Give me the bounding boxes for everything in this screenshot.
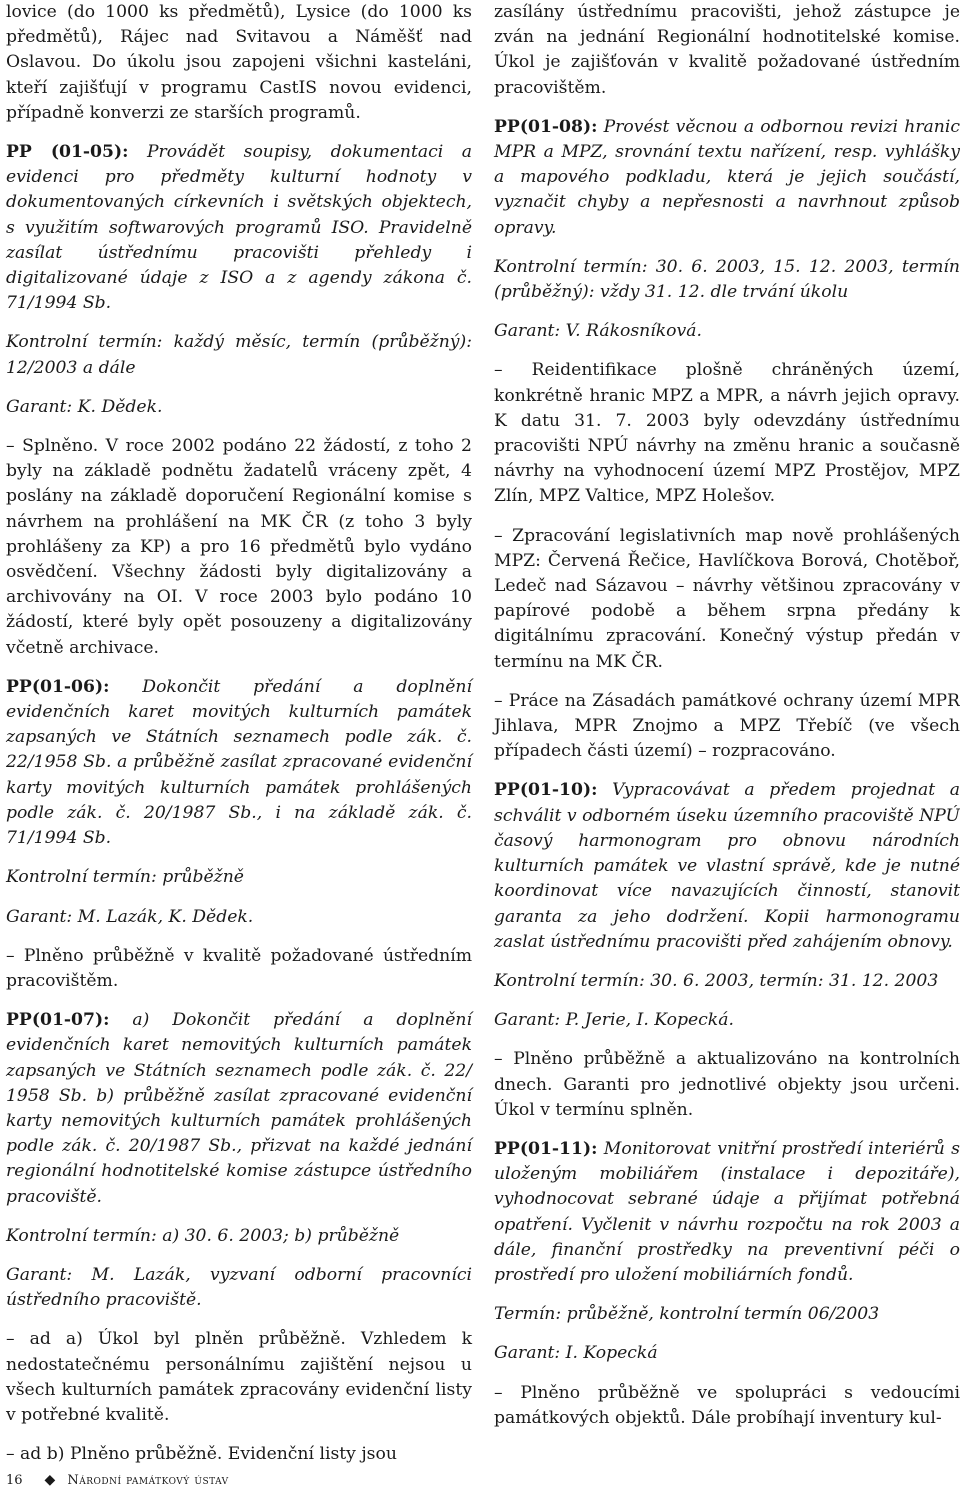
pp0110-label: PP(01-10): — [494, 780, 598, 801]
pp0108-deadline: Kontrolní termín: 30. 6. 2003, 15. 12. 2003, termín (průběžný): vždy 31. 12. dle trvání úkolu — [494, 256, 960, 303]
pp0105-deadline: Kontrolní termín: každý měsíc, termín (průběžný): 12/2003 a dále — [6, 332, 472, 378]
pp0106-deadline: Kontrolní termín: průběžně — [6, 867, 244, 888]
pp0108-result-3: – Práce na Zásadách památkové ochrany území MPR Jihlava, MPR Znojmo a MPZ Třebíč (ve všech případech části území) – rozpracováno. — [494, 690, 960, 762]
pp0111-task — [494, 1137, 960, 1288]
pp0107-guarantor: Garant: M. Lazák, vyzvaní odborní pracovníci ústředního pracoviště. — [6, 1264, 472, 1311]
pp0111-deadline: Termín: průběžně, kontrolní termín 06/2003 — [494, 1304, 880, 1325]
right-column — [494, 0, 960, 1445]
pp0105-text: Provádět soupisy, dokumentaci a evidenci pro předměty kulturní hodnoty v dokumentovaných církevních i světských objektech, s využitím softwarových programů ISO. Pravidelně zasílat ústřednímu pracovišti přehledy i digitalizované údaje z ISO a z agendy zákona č. 71/1994 Sb. — [6, 142, 472, 314]
pp0111-label: PP(01-11): — [494, 1138, 598, 1159]
pp0107-deadline: Kontrolní termín: a) 30. 6. 2003; b) průběžně — [6, 1225, 400, 1246]
pp0110-deadline: Kontrolní termín: 30. 6. 2003, termín: 31. 12. 2003 — [494, 970, 939, 991]
pp0106-text: Dokončit předání a doplnění evidenčních karet movitých kulturních památek zapsaných ve Státních seznamech podle zák. č. 22/1958 Sb. a průběžně zasílat zpracované evidenční karty movitých kulturních památek prohlášených podle zák. č. 20/1987 Sb., i na základě zák. č. 71/1994 Sb. — [6, 676, 472, 849]
page-footer — [6, 1470, 229, 1491]
pp0106-label: PP(01-06): — [6, 676, 110, 697]
pp0108-result-2: – Zpracování legislativních map nově prohlášených MPZ: Červená Řečice, Havlíčkova Borová, Chotěboř, Ledeč nad Sázavou – návrhy většinou zpracovány v papírové podobě a během srpna předány k digitálnímu zpracování. Konečný výstup předán v termínu na MK ČR. — [494, 525, 960, 672]
pp0107-text: a) Dokončit předání a doplnění evidenčních karet nemovitých kulturních památek zapsaných ve Státních seznamech podle zák. č. 22/ 1958 Sb. b) průběžně zasílat zpracované evidenční karty nemovitých kulturních památek prohlášených podle zák. č. 20/1987 Sb., přizvat na každé jednání regionální hodnotitelské komise zástupce ústředního pracoviště. — [6, 1010, 472, 1207]
pp0106-task — [6, 675, 472, 851]
pp0106-result: – Plněno průběžně v kvalitě požadované ústředním pracovištěm. — [6, 945, 472, 991]
pp0105-result: – Splněno. V roce 2002 podáno 22 žádostí, z toho 2 byly na základě podnětu žadatelů vráceny zpět, 4 poslány na základě doporučení Regionální komise s návrhem na prohlášení na MK ČR (z toho 3 byly prohlášeny za KP) a pro 16 předmětů bylo vydáno osvědčení. Všechny žádosti byly digitalizovány a archivovány na OI. V roce 2003 bylo podáno 10 žádostí, které byly opět posouzeny a digitalizovány včetně archivace. — [6, 436, 472, 658]
pp0106-guarantor: Garant: M. Lazák, K. Dědek. — [6, 906, 254, 927]
pp0111-guarantor: Garant: I. Kopecká — [494, 1343, 658, 1364]
pp0105-label: PP (01-05): — [6, 142, 129, 163]
pp0110-text: Vypracovávat a předem projednat a schválit v odborném úseku územního pracoviště NPÚ časový harmonogram pro obnovu národních kulturních památek ve vlastní správě, kde je nutné koordinovat více navazujících činností, stanovit garanta za jeho dodržení. Kopii harmonogramu zaslat ústřednímu pracovišti před zahájením obnovy. — [494, 780, 960, 952]
pp0107-result-b: – ad b) Plněno průběžně. Evidenční listy jsou — [6, 1444, 397, 1465]
pp0107-task — [6, 1008, 472, 1210]
page-number: 16 — [6, 1473, 23, 1488]
pp0110-result: – Plněno průběžně a aktualizováno na kontrolních dnech. Garanti pro jednotlivé objekty jsou určeni. Úkol v termínu splněn. — [494, 1049, 960, 1120]
pp0105-guarantor: Garant: K. Dědek. — [6, 396, 163, 417]
pp0108-result-1: – Reidentifikace plošně chráněných území, konkrétně hranic MPZ a MPR, a návrh jejich opravy. K datu 31. 7. 2003 byly odevzdány ústřednímu pracovišti NPÚ návrhy na změnu hranic a současně návrhy na vyhodnocení území MPZ Prostějov, MPZ Zlín, MPZ Valtice, MPZ Holešov. — [494, 360, 960, 507]
pp0108-guarantor: Garant: V. Rákosníková. — [494, 321, 702, 342]
pp0108-text: Provést věcnou a odbornou revizi hranic MPR a MPZ, srovnání textu nařízení, resp. vyhlášky a mapového podkladu, která je jejich součástí, vyznačit chyby a nepřesnosti a navrhnout způsob opravy. — [494, 116, 960, 238]
pp0107-result-a: – ad a) Úkol byl plněn průběžně. Vzhledem k nedostatečnému personálnímu zajištění nejsou u všech kulturních památek zpracovány evidenční listy v potřebné kvalitě. — [6, 1329, 472, 1425]
publisher-name: Národní památkový ústav — [67, 1473, 229, 1488]
pp0111-result: – Plněno průběžně ve spolupráci s vedoucími památkových objektů. Dále probíhají inventury kul- — [494, 1382, 960, 1428]
pp0107-label: PP(01-07): — [6, 1010, 110, 1031]
continuation-paragraph: zasílány ústřednímu pracovišti, jehož zástupce je zván na jednání Regionální hodnotitelské komise. Úkol je zajišťován v kvalitě požadované ústředním pracovištěm. — [494, 2, 960, 98]
intro-paragraph: lovice (do 1000 ks předmětů), Lysice (do 1000 ks předmětů), Rájec nad Svitavou a Náměšť nad Oslavou. Do úkolu jsou zapojeni všichni kasteláni, kteří zajišťují v programu CastIS novou evidenci, případně konverzi ze starších programů. — [6, 2, 472, 123]
pp0105-task — [6, 140, 472, 316]
pp0111-text: Monitorovat vnitřní prostředí interiérů s uloženým mobiliářem (instalace i depozitáře), vyhodnocovat sebrané údaje a přijímat potřebná opatření. Vyčlenit v návrhu rozpočtu na rok 2003 a dále, finanční prostředky na preventivní péči o prostředí pro uložení mobiliárních fondů. — [494, 1138, 960, 1285]
diamond-icon: ◆ — [44, 1472, 56, 1488]
pp0110-task — [494, 778, 960, 954]
pp0108-task — [494, 115, 960, 241]
pp0108-label: PP(01-08): — [494, 116, 598, 137]
pp0110-guarantor: Garant: P. Jerie, I. Kopecká. — [494, 1010, 734, 1031]
left-column — [6, 0, 472, 1481]
